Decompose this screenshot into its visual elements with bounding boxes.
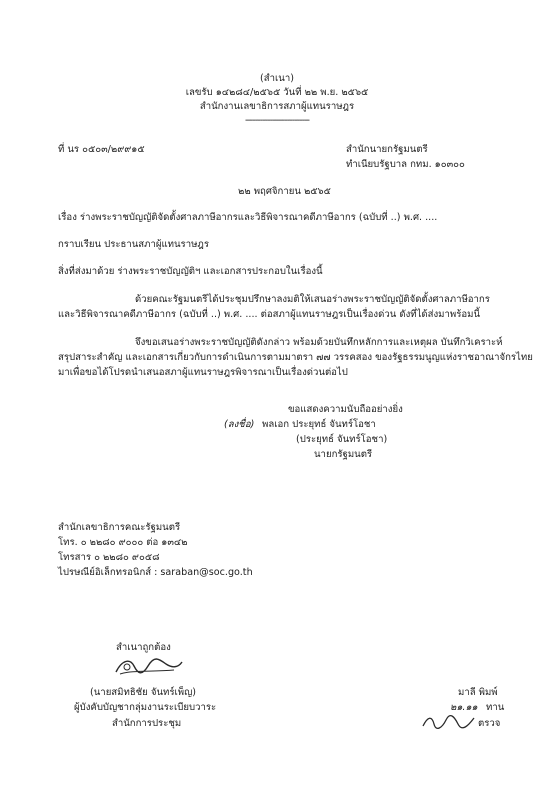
body-paragraph-2-line-1: จึงขอเสนอร่างพระราชบัญญัติดังกล่าว พร้อมด้วยบันทึกหลักการและเหตุผล บันทึกวิเคราะห์: [135, 337, 503, 348]
salutation: กราบเรียน ประธานสภาผู้แทนราษฎร: [58, 239, 210, 250]
checked-by-initials: ๒๑.๑๑: [450, 702, 478, 713]
typed-by: มาลี พิมพ์: [458, 687, 498, 698]
reviewer-signature: [420, 712, 476, 732]
contact-phone: โทร. ๐ ๒๒๘๐ ๙๐๐๐ ต่อ ๑๓๔๒: [58, 537, 188, 548]
sender-address: ทำเนียบรัฐบาล กทม. ๑๐๓๐๐: [346, 159, 465, 170]
checked-label: ทาน: [486, 702, 505, 713]
body-paragraph-2-line-3: มาเพื่อขอได้โปรดนำเสนอสภาผู้แทนราษฎรพิจารณาเป็นเรื่องด่วนต่อไป: [58, 367, 348, 378]
signer-position: นายกรัฐมนตรี: [314, 449, 373, 460]
signed-name: พลเอก ประยุทธ์ จันทร์โอชา: [262, 419, 376, 430]
body-paragraph-1-line-1: ด้วยคณะรัฐมนตรีได้ประชุมปรึกษาลงมติให้เสนอร่างพระราชบัญญัติจัดตั้งศาลภาษีอากร: [135, 294, 490, 305]
copy-mark: (สำเนา): [260, 73, 294, 84]
header-divider: --------------------------: [244, 115, 309, 126]
printed-name: (ประยุทธ์ จันทร์โอชา): [296, 434, 388, 445]
received-line: เลขรับ ๑๔๒๘๔/๒๕๖๕ วันที่ ๒๒ พ.ย. ๒๕๖๕: [185, 87, 369, 98]
received-office: สำนักงานเลขาธิการสภาผู้แทนราษฎร: [199, 101, 355, 112]
reviewer-label: ตรวจ: [478, 718, 501, 729]
closing: ขอแสดงความนับถืออย่างยิ่ง: [288, 404, 403, 415]
enclosure: สิ่งที่ส่งมาด้วย ร่างพระราชบัญญัติฯ และเอกสารประกอบในเรื่องนี้: [58, 266, 323, 277]
contact-email: ไปรษณีย์อิเล็กทรอนิกส์ : saraban@soc.go.th: [58, 567, 253, 578]
document-date: ๒๒ พฤศจิกายน ๒๕๖๕: [238, 186, 331, 197]
contact-office: สำนักเลขาธิการคณะรัฐมนตรี: [58, 522, 181, 533]
certifier-name: (นายสมิทธิชัย จันทร์เพ็ญ): [90, 687, 197, 698]
certifier-signature: [112, 654, 184, 680]
certified-copy: สำเนาถูกต้อง: [116, 642, 171, 653]
subject: เรื่อง ร่างพระราชบัญญัติจัดตั้งศาลภาษีอากรและวิธีพิจารณาคดีภาษีอากร (ฉบับที่ ..) พ.ศ. ....: [58, 212, 438, 223]
document-number: ที่ นร ๐๕๐๓/๒๙๙๑๕: [58, 144, 145, 155]
certifier-office: สำนักการประชุม: [112, 718, 182, 729]
signed-label: (ลงชื่อ): [224, 419, 255, 430]
certifier-position: ผู้บังคับบัญชากลุ่มงานระเบียบวาระ: [74, 702, 217, 713]
body-paragraph-2-line-2: สรุปสาระสำคัญ และเอกสารเกี่ยวกับการดำเนินการตามมาตรา ๗๗ วรรคสอง ของรัฐธรรมนูญแห่งราชอาณาจักรไทย: [58, 352, 533, 363]
body-paragraph-1-line-2: และวิธีพิจารณาคดีภาษีอากร (ฉบับที่ ..) พ.ศ. .... ต่อสภาผู้แทนราษฎรเป็นเรื่องด่วน ดังที่ได้ส่งมาพร้อมนี้: [58, 309, 481, 320]
contact-fax: โทรสาร ๐ ๒๒๘๐ ๙๐๕๘: [58, 552, 160, 563]
sender-office: สำนักนายกรัฐมนตรี: [346, 144, 428, 155]
